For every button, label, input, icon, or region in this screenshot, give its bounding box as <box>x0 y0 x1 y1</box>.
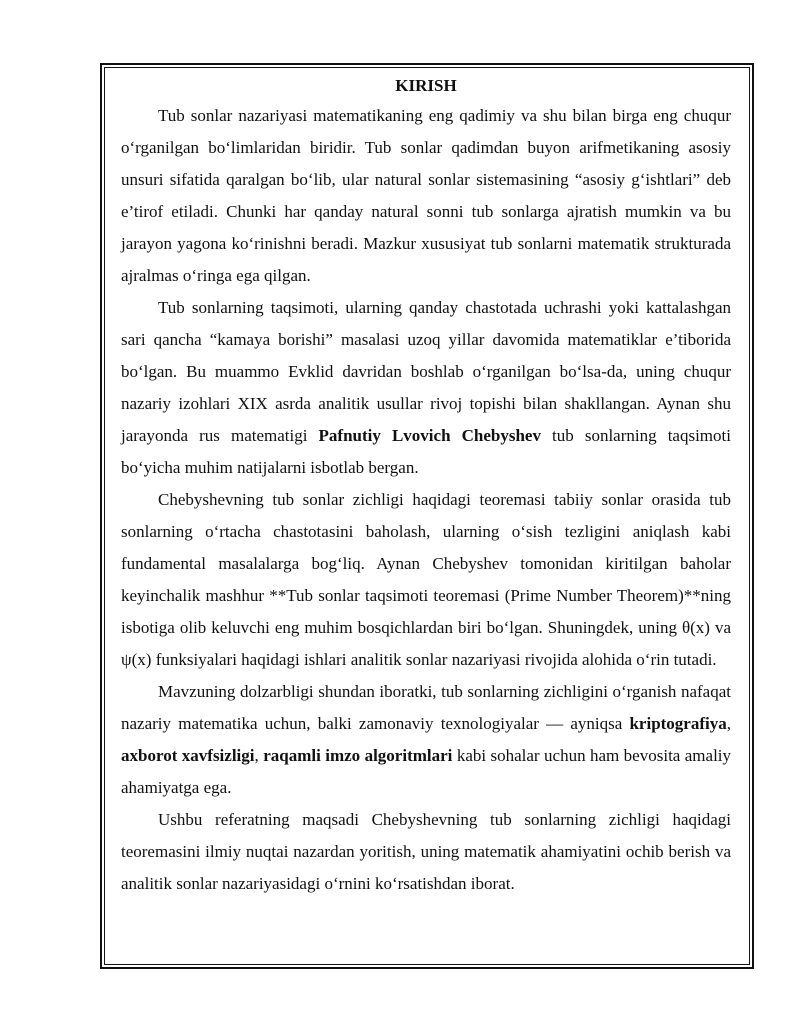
paragraph-distribution <box>121 292 731 484</box>
chebyshev-name: Pafnutiy Lvovich Chebyshev <box>318 426 541 445</box>
paragraph-theorem: Chebyshevning tub sonlar zichligi haqidagi teoremasi tabiiy sonlar orasida tub sonlarning o‘rtacha chastotasini baholash, ularning o‘sish tezligini aniqlash kabi fundamental masalalarga bog‘liq. Aynan Chebyshev tomonidan kiritilgan baholar keyinchalik mashhur **Tub sonlar taqsimoti teoremasi (Prime Number Theorem)**ning isbotiga olib keluvchi eng muhim bosqichlardan biri bo‘lgan. Shuningdek, uning θ(x) va ψ(x) funksiyalari haqidagi ishlari analitik sonlar nazariyasi rivojida alohida o‘rin tutadi. <box>121 490 731 669</box>
separator: , <box>726 714 731 733</box>
paragraph-relevance-text-b: kabi sohalar uchun ham bevosita amaliy ahamiyatga ega. <box>121 746 732 797</box>
term-information-security: axborot xavfsizligi <box>121 746 255 765</box>
paragraph-distribution-text-b: tub sonlarning taqsimoti bo‘yicha muhim natijalarni isbotlab bergan. <box>121 426 731 477</box>
document-body <box>121 74 731 900</box>
paragraph-intro: Tub sonlar nazariyasi matematikaning eng qadimiy va shu bilan birga eng chuqur o‘rganilgan bo‘limlaridan biridir. Tub sonlar qadimdan buyon arifmetikaning asosiy unsuri sifatida qaralgan bo‘lib, ular natural sonlar sistemasining “asosiy g‘ishtlari” deb e’tirof etiladi. Chunki har qanday natural sonni tub sonlarga ajratish mumkin va bu jarayon yagona ko‘rinishni beradi. Mazkur xususiyat tub sonlarni matematik strukturada ajralmas o‘ringa ega qilgan. <box>121 106 731 285</box>
paragraph-goal: Ushbu referatning maqsadi Chebyshevning tub sonlarning zichligi haqidagi teoremasini ilmiy nuqtai nazardan yoritish, uning matematik ahamiyatini ochib berish va analitik sonlar nazariyasidagi o‘rnini ko‘rsatishdan iborat. <box>121 810 731 893</box>
separator: , <box>254 746 264 765</box>
term-cryptography: kriptografiya <box>629 714 727 733</box>
document-title: KIRISH <box>395 76 457 95</box>
paragraph-relevance <box>121 676 731 804</box>
paragraph-distribution-text-a: Tub sonlarning taqsimoti, ularning qanday chastotada uchrashi yoki kattalashgan sari qancha “kamaya borishi” masalasi uzoq yillar davomida matematiklar e’tiborida bo‘lgan. Bu muammo Evklid davridan boshlab o‘rganilgan bo‘lsa-da, uning chuqur nazariy izohlari XIX asrda analitik usullar rivoj topishi bilan shakllangan. Aynan shu jarayonda rus matematigi <box>121 298 731 445</box>
paragraph-relevance-text-a: Mavzuning dolzarbligi shundan iboratki, tub sonlarning zichligini o‘rganish nafaqat nazariy matematika uchun, balki zamonaviy texnologiyalar — ayniqsa <box>121 682 731 733</box>
term-digital-signature: raqamli imzo algoritmlari <box>263 746 453 765</box>
